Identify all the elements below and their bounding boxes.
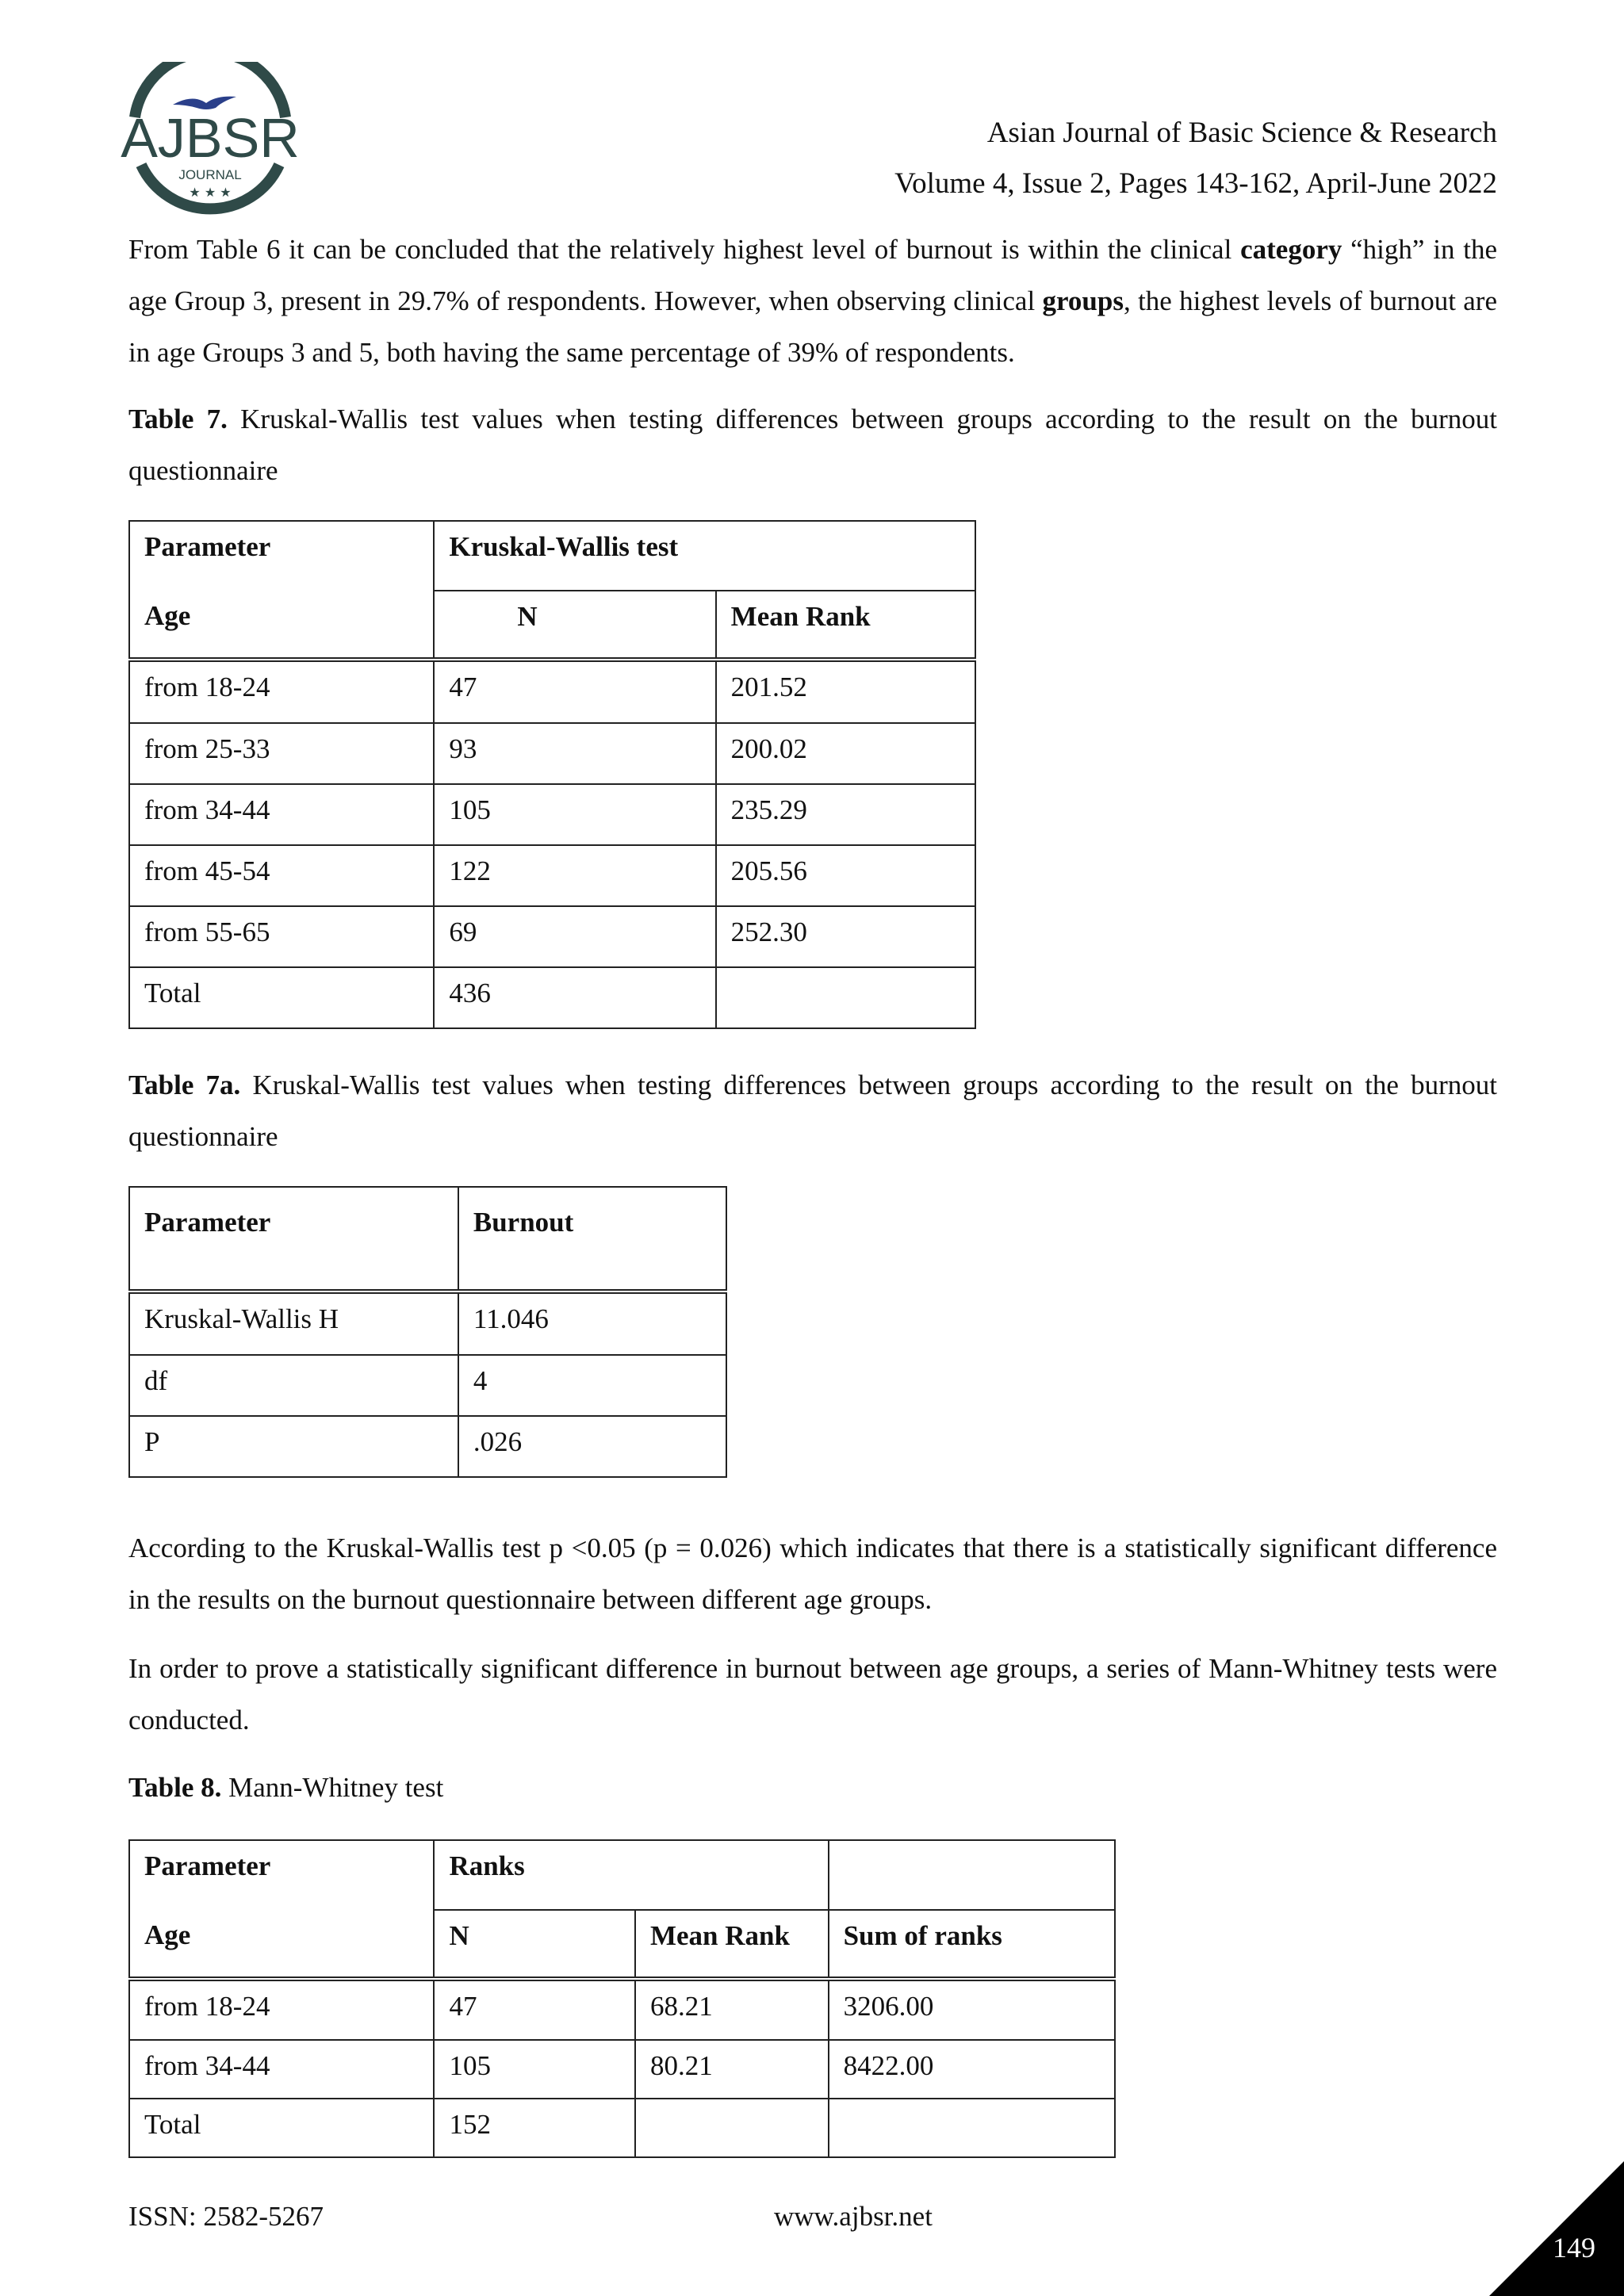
table7 xyxy=(128,520,976,1029)
table-row: from 55-65 69 252.30 xyxy=(129,906,975,967)
table8-header-age: Age xyxy=(129,1910,434,1979)
table-row: P .026 xyxy=(129,1416,726,1477)
page-corner xyxy=(1489,2161,1624,2296)
footer-issn: ISSN: 2582-5267 xyxy=(128,2201,324,2232)
mann-whitney-intro-paragraph: In order to prove a statistically significant difference in burnout between age groups, a series of Mann-Whitney tests were conducted. xyxy=(128,1653,1497,1735)
table-row: from 25-33 93 200.02 xyxy=(129,723,975,784)
table7a-header-burnout: Burnout xyxy=(458,1187,726,1292)
table-row: Total 436 xyxy=(129,967,975,1028)
table8-header-meanrank: Mean Rank xyxy=(635,1910,829,1979)
table7-header-meanrank: Mean Rank xyxy=(716,591,975,660)
table8-header-parameter: Parameter xyxy=(129,1840,434,1910)
table-row: from 45-54 122 205.56 xyxy=(129,845,975,906)
table8-header-ranks: Ranks xyxy=(434,1840,828,1910)
page-number: 149 xyxy=(1553,2232,1595,2263)
table8-caption: Table 8. Mann-Whitney test xyxy=(128,1772,444,1803)
journal-name: Asian Journal of Basic Science & Research xyxy=(986,117,1497,149)
table-row: from 34-44 105 235.29 xyxy=(129,784,975,845)
table8-header-n: N xyxy=(434,1910,635,1979)
table-row: Kruskal-Wallis H 11.046 xyxy=(129,1292,726,1355)
table7-header-age: Age xyxy=(129,591,434,660)
table7-header-test: Kruskal-Wallis test xyxy=(434,521,975,591)
journal-logo xyxy=(117,62,303,220)
logo-subtitle: JOURNAL xyxy=(178,167,242,182)
table-row: Total 152 xyxy=(129,2099,1115,2157)
table7a xyxy=(128,1186,727,1478)
table-row: from 18-24 47 68.21 3206.00 xyxy=(129,1979,1115,2040)
table-row: df 4 xyxy=(129,1355,726,1416)
volume-line: Volume 4, Issue 2, Pages 143-162, April-June 2022 xyxy=(894,167,1497,200)
table8-header-sum: Sum of ranks xyxy=(829,1910,1115,1979)
kruskal-result-paragraph: According to the Kruskal-Wallis test p <0.05 (p = 0.026) which indicates that there is a statistically significant difference in the results on the burnout questionnaire between different age groups. xyxy=(128,1533,1497,1615)
table7a-caption: Table 7a. Kruskal-Wallis test values when testing differences between groups according to the result on the burnout questionnaire xyxy=(128,1070,1497,1152)
table8 xyxy=(128,1839,1116,2158)
intro-paragraph: From Table 6 it can be concluded that the relatively highest level of burnout is within the clinical category “high” in the age Group 3, present in 29.7% of respondents. However, when observing clinical groups, the highest levels of burnout are in age Groups 3 and 5, both having the same percentage of 39% of respondents. xyxy=(128,234,1497,368)
table7a-header-parameter: Parameter xyxy=(129,1187,458,1292)
logo-wordmark: AJBSR xyxy=(121,107,300,169)
table7-header-n: N xyxy=(434,591,715,660)
table-row: from 18-24 47 201.52 xyxy=(129,660,975,723)
table-row: from 34-44 105 80.21 8422.00 xyxy=(129,2040,1115,2099)
table7-header-parameter: Parameter xyxy=(129,521,434,591)
svg-text:★ ★ ★: ★ ★ ★ xyxy=(189,185,232,200)
table7-caption: Table 7. Kruskal-Wallis test values when testing differences between groups according to the result on the burnout questionnaire xyxy=(128,404,1497,486)
footer-website-link[interactable]: www.ajbsr.net xyxy=(774,2201,933,2232)
journal-header xyxy=(894,108,1497,209)
